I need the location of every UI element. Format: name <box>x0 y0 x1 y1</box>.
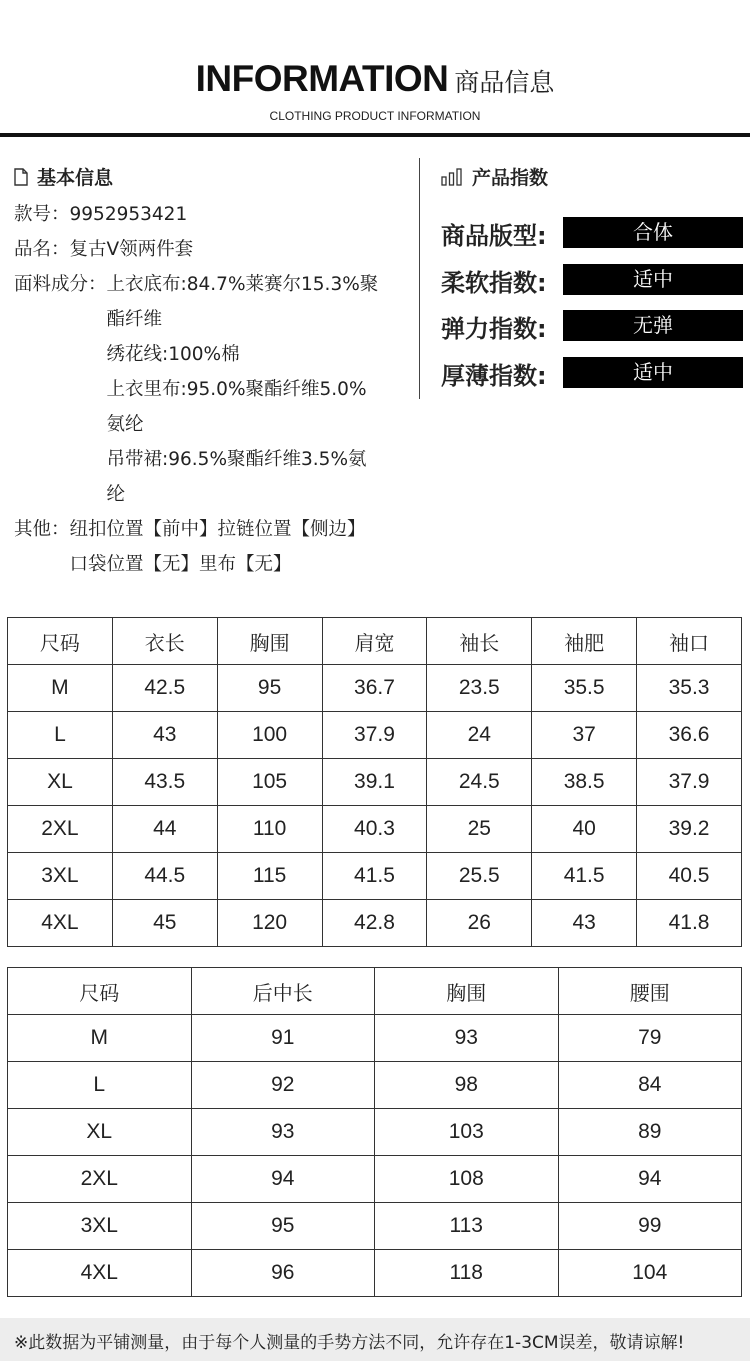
product-index-heading <box>441 163 548 190</box>
table-cell: 118 <box>375 1250 559 1297</box>
page-header <box>0 0 750 140</box>
table-cell: 113 <box>375 1203 559 1250</box>
table-row <box>8 1062 742 1109</box>
title-row <box>0 58 750 100</box>
table-cell: 93 <box>191 1109 375 1156</box>
table-cell: 100 <box>217 712 322 759</box>
size-table-top <box>7 617 742 947</box>
table-cell: XL <box>8 759 113 806</box>
table-cell: 43 <box>532 900 637 947</box>
table-row <box>8 1015 742 1062</box>
table-cell: 41.5 <box>322 853 427 900</box>
table-cell: 105 <box>217 759 322 806</box>
table-row <box>8 1250 742 1297</box>
fabric-row <box>14 267 414 512</box>
footer-note: ※此数据为平铺测量，由于每个人测量的手势方法不同，允许存在1-3CM误差，敬请谅解! <box>14 1333 685 1353</box>
table-header-cell: 袖肥 <box>532 618 637 665</box>
table-row <box>8 712 742 759</box>
fabric-line: 酯纤维 <box>106 309 163 330</box>
index-value: 无弹 <box>563 310 743 341</box>
table-cell: 92 <box>191 1062 375 1109</box>
table-cell: 4XL <box>8 1250 192 1297</box>
table-cell: 35.5 <box>532 665 637 712</box>
product-index-title: 产品指数 <box>472 167 549 189</box>
fabric-line: 绣花线:100%棉 <box>106 344 240 365</box>
index-label: 厚薄指数: <box>441 361 547 390</box>
other-label: 其他： <box>14 519 70 540</box>
fabric-line: 上衣里布:95.0%聚酯纤维5.0% <box>106 379 367 400</box>
fabric-line: 纶 <box>106 484 126 505</box>
bar-chart-icon <box>441 168 463 186</box>
table-cell: 94 <box>558 1156 742 1203</box>
title-en: INFORMATION <box>195 58 449 99</box>
table-header-cell: 胸围 <box>375 968 559 1015</box>
table-cell: 2XL <box>8 1156 192 1203</box>
table-cell: 25.5 <box>427 853 532 900</box>
table-header-cell: 后中长 <box>191 968 375 1015</box>
name-label: 品名： <box>14 239 70 260</box>
table-cell: 4XL <box>8 900 113 947</box>
table-row <box>8 1109 742 1156</box>
table-header-cell: 袖长 <box>427 618 532 665</box>
table-cell: 24 <box>427 712 532 759</box>
other-lines <box>70 512 366 582</box>
fabric-lines <box>107 267 379 512</box>
table-header-row <box>8 618 742 665</box>
table-cell: 45 <box>112 900 217 947</box>
table-row <box>8 806 742 853</box>
table-cell: 89 <box>558 1109 742 1156</box>
index-value: 合体 <box>563 217 743 248</box>
table-cell: 40 <box>532 806 637 853</box>
table-cell: L <box>8 1062 192 1109</box>
table-cell: M <box>8 665 113 712</box>
subtitle: CLOTHING PRODUCT INFORMATION <box>269 109 481 123</box>
table-cell: 37.9 <box>637 759 742 806</box>
table-cell: 96 <box>191 1250 375 1297</box>
table-header-cell: 肩宽 <box>322 618 427 665</box>
table-cell: 104 <box>558 1250 742 1297</box>
table-row <box>8 1203 742 1250</box>
basic-info-title: 基本信息 <box>37 167 114 189</box>
table-cell: XL <box>8 1109 192 1156</box>
table-cell: 41.8 <box>637 900 742 947</box>
table-cell: 42.5 <box>112 665 217 712</box>
table-row <box>8 665 742 712</box>
table-cell: 26 <box>427 900 532 947</box>
table-cell: 40.5 <box>637 853 742 900</box>
style-no-label: 款号： <box>14 204 70 225</box>
table-row <box>8 900 742 947</box>
table-header-cell: 衣长 <box>112 618 217 665</box>
fabric-line: 氨纶 <box>106 414 144 435</box>
table-cell: 44 <box>112 806 217 853</box>
table-cell: 37.9 <box>322 712 427 759</box>
table-cell: 91 <box>191 1015 375 1062</box>
table-cell: 79 <box>558 1015 742 1062</box>
table-cell: 42.8 <box>322 900 427 947</box>
fabric-line: 上衣底布:84.7%莱赛尔15.3%聚 <box>106 274 379 295</box>
table-cell: L <box>8 712 113 759</box>
table-cell: 95 <box>217 665 322 712</box>
table-header-cell: 尺码 <box>8 618 113 665</box>
index-value: 适中 <box>563 264 743 295</box>
style-no-row <box>14 197 414 232</box>
title-cn: 商品信息 <box>454 68 555 97</box>
table-header-cell: 腰围 <box>558 968 742 1015</box>
other-line: 纽扣位置【前中】拉链位置【侧边】 <box>69 519 366 540</box>
table-header-cell: 胸围 <box>217 618 322 665</box>
table-cell: 44.5 <box>112 853 217 900</box>
table-cell: 36.7 <box>322 665 427 712</box>
table-cell: 24.5 <box>427 759 532 806</box>
table-cell: 43.5 <box>112 759 217 806</box>
name-value: 复古V领两件套 <box>69 239 194 260</box>
fabric-line: 吊带裙:96.5%聚酯纤维3.5%氨 <box>106 449 367 470</box>
table-cell: 36.6 <box>637 712 742 759</box>
table-row <box>8 1156 742 1203</box>
table-cell: 99 <box>558 1203 742 1250</box>
table-cell: 43 <box>112 712 217 759</box>
fabric-label: 面料成分： <box>14 274 107 295</box>
table-cell: 110 <box>217 806 322 853</box>
index-label: 柔软指数: <box>441 268 547 297</box>
table-cell: 95 <box>191 1203 375 1250</box>
basic-info-heading <box>14 163 113 190</box>
size-table-bottom <box>7 967 742 1297</box>
header-divider <box>0 133 750 137</box>
table-row <box>8 853 742 900</box>
table-cell: 94 <box>191 1156 375 1203</box>
table-cell: 39.1 <box>322 759 427 806</box>
table-cell: 37 <box>532 712 637 759</box>
table-cell: 39.2 <box>637 806 742 853</box>
table-header-row <box>8 968 742 1015</box>
table-cell: 103 <box>375 1109 559 1156</box>
table-header-cell: 尺码 <box>8 968 192 1015</box>
footer <box>0 1318 750 1361</box>
table-cell: 2XL <box>8 806 113 853</box>
table-cell: 93 <box>375 1015 559 1062</box>
table-cell: M <box>8 1015 192 1062</box>
table-cell: 41.5 <box>532 853 637 900</box>
table-cell: 35.3 <box>637 665 742 712</box>
other-row <box>14 512 414 582</box>
index-label: 弹力指数: <box>441 315 547 343</box>
name-row <box>14 232 414 267</box>
table-cell: 120 <box>217 900 322 947</box>
index-label: 商品版型: <box>441 222 547 250</box>
table-cell: 25 <box>427 806 532 853</box>
index-value: 适中 <box>563 357 743 388</box>
other-line: 口袋位置【无】里布【无】 <box>69 554 292 575</box>
table-header-cell: 袖口 <box>637 618 742 665</box>
section-divider <box>419 158 420 399</box>
table-cell: 40.3 <box>322 806 427 853</box>
table-cell: 38.5 <box>532 759 637 806</box>
basic-info <box>14 197 414 582</box>
table-cell: 98 <box>375 1062 559 1109</box>
table-cell: 3XL <box>8 853 113 900</box>
table-cell: 84 <box>558 1062 742 1109</box>
style-no-value: 9952953421 <box>69 204 188 225</box>
document-icon <box>14 168 28 186</box>
table-cell: 23.5 <box>427 665 532 712</box>
table-cell: 3XL <box>8 1203 192 1250</box>
table-row <box>8 759 742 806</box>
table-cell: 108 <box>375 1156 559 1203</box>
table-cell: 115 <box>217 853 322 900</box>
